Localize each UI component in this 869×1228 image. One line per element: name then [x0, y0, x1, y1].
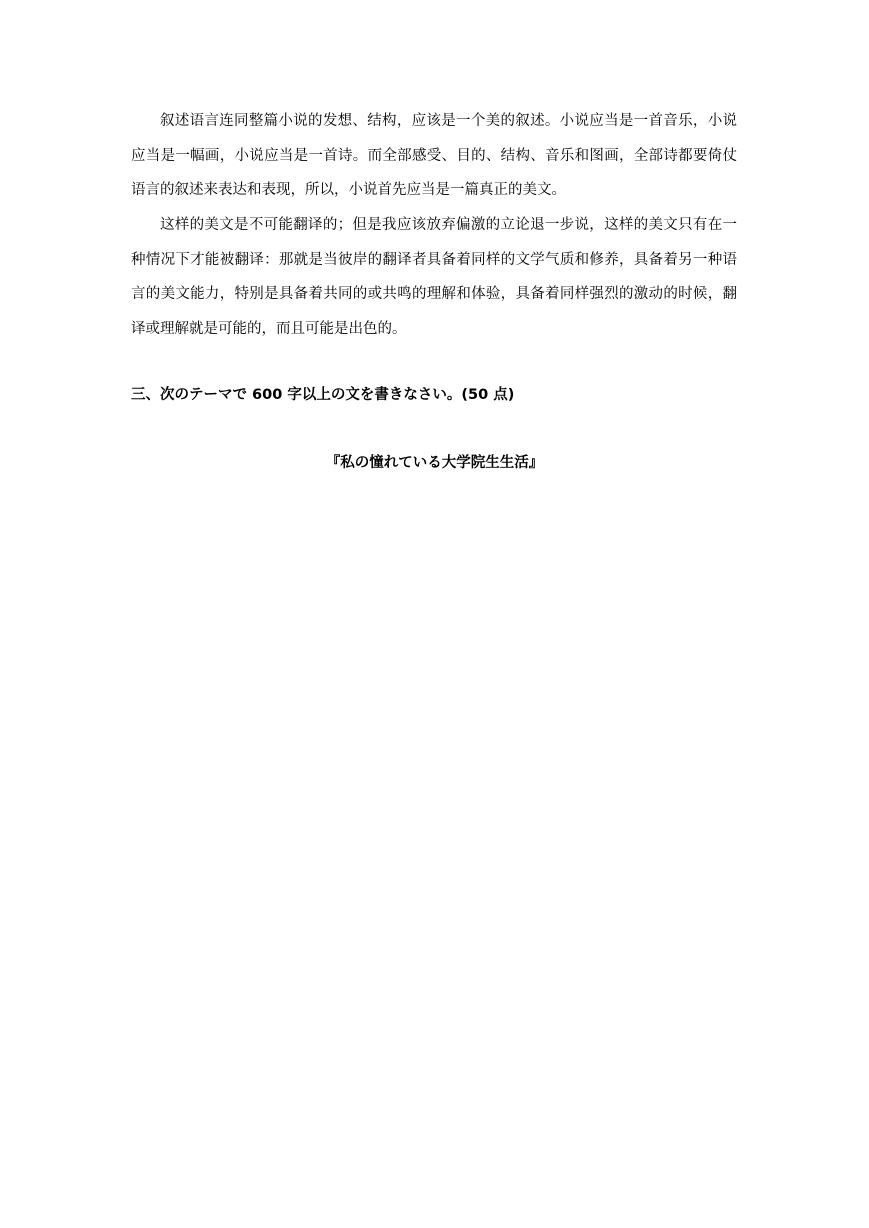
- essay-theme-title: 『私の憧れている大学院生生活』: [325, 455, 544, 471]
- question-three-heading: 三、次のテーマで 600 字以上の文を書きなさい。(50 点): [131, 387, 515, 403]
- passage-paragraph-2: 这样的美文是不可能翻译的；但是我应该放弃偏激的立论退一步说，这样的美文只有在一种情况下才能被翻译：那就是当彼岸的翻译者具备着同样的文学气质和修养，具备着另一种语言的美文能力，特别是具备着共同的或共鸣的理解和体验，具备着同样强烈的激动的时候，翻译或理解就是可能的，而且可能是出色的。: [131, 217, 737, 338]
- passage-paragraph-1: 叙述语言连同整篇小说的发想、结构，应该是一个美的叙述。小说应当是一首音乐，小说应当是一幅画，小说应当是一首诗。而全部感受、目的、结构、音乐和图画，全部诗都要倚仗语言的叙述来表达和表现，所以，小说首先应当是一篇真正的美文。: [131, 113, 737, 199]
